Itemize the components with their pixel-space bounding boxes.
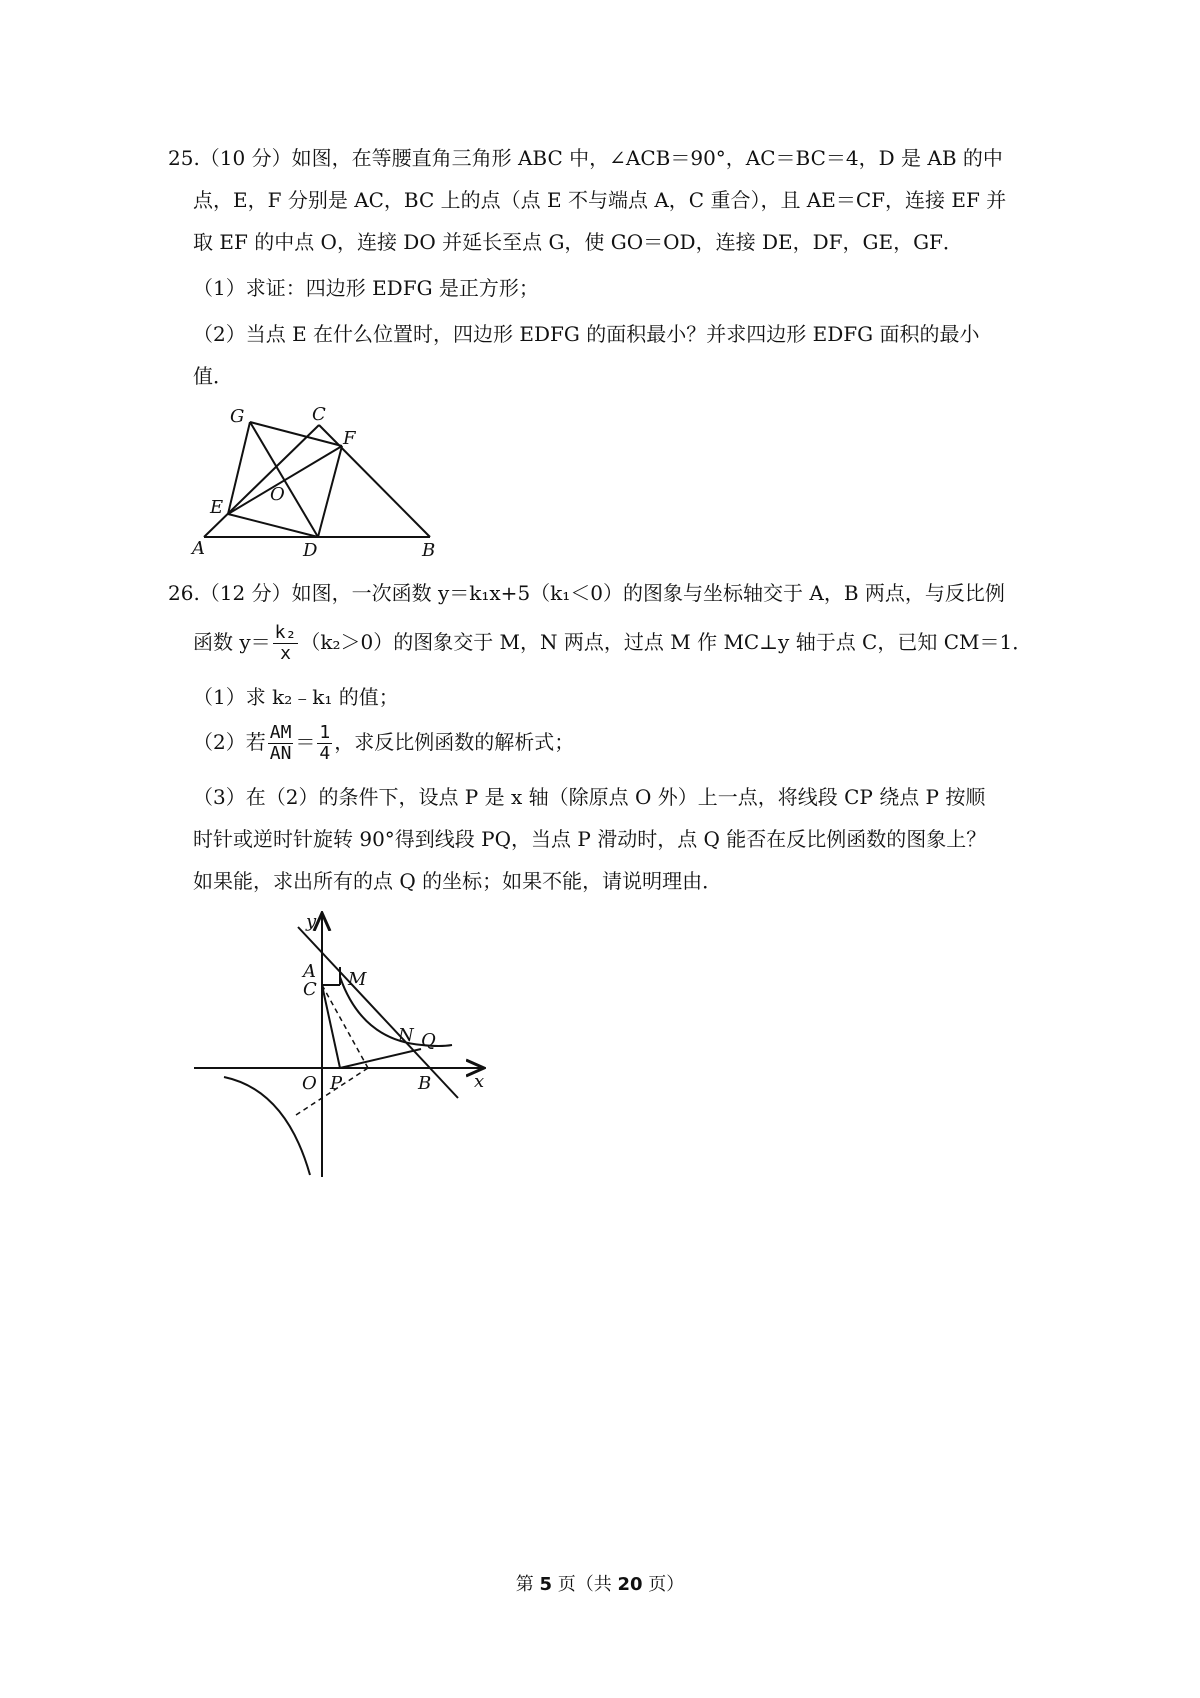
p25-line1: 25.（10 分）如图，在等腰直角三角形 ABC 中，∠ACB＝90°，AC＝BC＝4，D 是 AB 的中: [168, 146, 1003, 170]
label-n: N: [398, 1025, 414, 1046]
label-g: G: [230, 406, 245, 427]
label-x: x: [474, 1071, 485, 1092]
p26-fraction-am-an: $\frac{AM}{AN}$: [269, 722, 292, 764]
p25-line2: 点，E，F 分别是 AC，BC 上的点（点 E 不与端点 A，C 重合），且 AE＝CF，连接 EF 并: [193, 188, 1007, 212]
p26-question3-a: （3）在（2）的条件下，设点 P 是 x 轴（除原点 O 外）上一点，将线段 CP 绕点 P 按顺: [193, 785, 986, 809]
label-c: C: [303, 979, 317, 1000]
p26-figure: [190, 905, 500, 1185]
p26-fraction-k2-x: $\frac{\text{k₂}}{x}$: [274, 622, 297, 664]
segment-df: [318, 446, 342, 537]
label-e: E: [210, 497, 224, 518]
footer-prefix: 第: [515, 1574, 540, 1595]
p25-question2-a: （2）当点 E 在什么位置时，四边形 EDFG 的面积最小？并求四边形 EDFG 面积的最小: [193, 322, 980, 346]
label-b: B: [422, 540, 436, 560]
p26-line1: 26.（12 分）如图，一次函数 y＝k₁x+5（k₁＜0）的图象与坐标轴交于 A，B 两点，与反比例: [168, 581, 1005, 605]
p26-q2-post: ，求反比例函数的解析式；: [334, 730, 575, 754]
label-o: O: [270, 484, 285, 505]
page-footer: [0, 1570, 1200, 1596]
segment-ef: [228, 446, 342, 514]
p26-line2-post: （k₂＞0）的图象交于 M，N 两点，过点 M 作 MC⊥y 轴于点 C，已知 CM＝1．: [300, 630, 1033, 654]
p26-question3-b: 时针或逆时针旋转 90°得到线段 PQ，当点 P 滑动时，点 Q 能否在反比例函数的图象上？: [193, 827, 987, 851]
label-b: B: [418, 1073, 432, 1094]
segment-cb: [319, 425, 430, 537]
p26-q2-pre: （2）若: [193, 730, 266, 754]
p26-line2-pre: 函数 y＝: [193, 630, 271, 654]
segment-ge: [228, 422, 250, 514]
label-q: Q: [421, 1030, 436, 1051]
label-a: A: [303, 961, 316, 982]
p25-figure: [190, 400, 450, 560]
segment-pq: [340, 1049, 421, 1068]
p25-question1: （1）求证：四边形 EDFG 是正方形；: [193, 276, 539, 300]
segment-ed: [228, 514, 318, 537]
p25-question2-b: 值．: [193, 364, 233, 388]
p26-question3-c: 如果能，求出所有的点 Q 的坐标；如果不能，请说明理由．: [193, 869, 723, 893]
p26-line2: [193, 616, 1032, 668]
label-f: F: [343, 428, 356, 449]
footer-page-number: 5: [539, 1574, 552, 1595]
footer-total-pages: 20: [617, 1574, 643, 1595]
p26-fraction-1-4: $\frac{1}{4}$: [319, 722, 331, 764]
label-p: P: [330, 1073, 343, 1094]
dashed-c-to-p2: [322, 985, 368, 1068]
p25-line3: 取 EF 的中点 O，连接 DO 并延长至点 G，使 GO＝OD，连接 DE，DF，GE，GF．: [193, 230, 963, 254]
footer-middle: 页（共: [552, 1574, 618, 1595]
label-o: O: [302, 1073, 317, 1094]
label-d: D: [303, 540, 318, 560]
p26-question1: （1）求 k₂﹣k₁ 的值；: [193, 685, 399, 709]
p26-question2: [193, 716, 574, 768]
segment-cp: [322, 985, 340, 1068]
label-a: A: [192, 538, 205, 559]
label-y: y: [306, 911, 317, 932]
label-c: C: [312, 404, 326, 425]
hyperbola-branch-3: [224, 1077, 310, 1175]
footer-suffix: 页）: [642, 1574, 685, 1595]
label-m: M: [348, 969, 367, 990]
p26-q2-eq: ＝: [295, 730, 316, 754]
